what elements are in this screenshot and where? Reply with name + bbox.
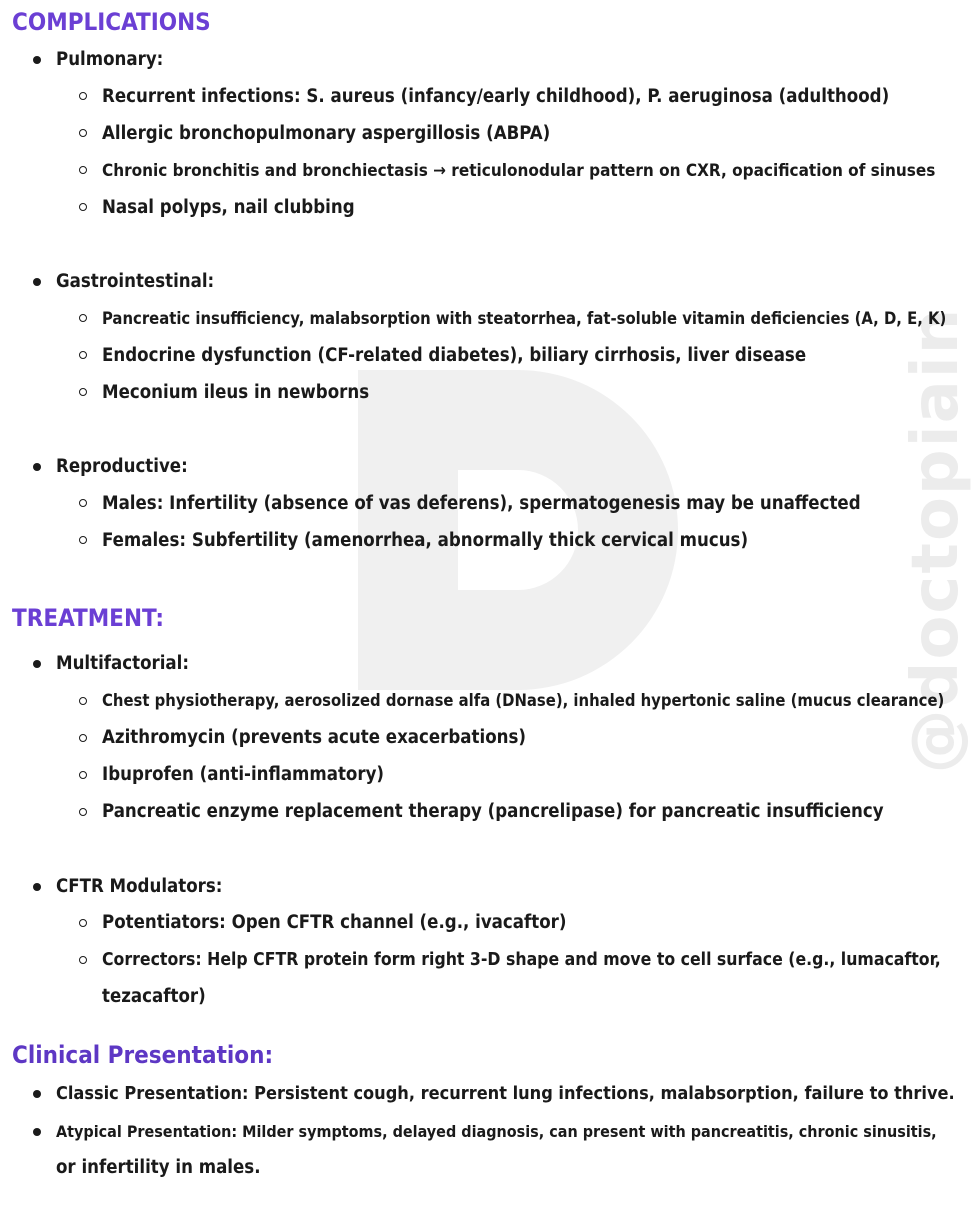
bullet-dot bbox=[33, 56, 41, 64]
list-item: Classic Presentation: Persistent cough, recurrent lung infections, malabsorption, failure to thrive. bbox=[56, 1083, 955, 1104]
reproductive-label: Reproductive: bbox=[56, 456, 188, 477]
list-item: Nasal polyps, nail clubbing bbox=[102, 197, 355, 218]
list-item: Recurrent infections: S. aureus (infancy/early childhood), P. aeruginosa (adulthood) bbox=[102, 86, 890, 107]
list-item: Atypical Presentation: Milder symptoms, delayed diagnosis, can present with pancreatitis, chronic sinusitis, bbox=[56, 1122, 937, 1141]
bullet-dot bbox=[33, 463, 41, 471]
list-item: Pancreatic insufficiency, malabsorption with steatorrhea, fat-soluble vitamin deficiencies (A, D, E, K) bbox=[102, 309, 947, 328]
treatment-heading: TREATMENT: bbox=[12, 604, 165, 632]
sub-bullet-ring bbox=[79, 129, 87, 137]
sub-bullet-ring bbox=[79, 808, 87, 816]
sub-bullet-ring bbox=[79, 536, 87, 544]
complications-heading: COMPLICATIONS bbox=[12, 8, 211, 36]
clinical-presentation-heading: Clinical Presentation: bbox=[12, 1041, 274, 1069]
bullet-dot bbox=[33, 1090, 41, 1098]
sub-bullet-ring bbox=[79, 388, 87, 396]
sub-bullet-ring bbox=[79, 697, 87, 705]
sub-bullet-ring bbox=[79, 314, 87, 322]
multifactorial-label: Multifactorial: bbox=[56, 653, 189, 674]
sub-bullet-ring bbox=[79, 734, 87, 742]
watermark-handle: @doctopiain bbox=[899, 306, 973, 774]
list-item: Meconium ileus in newborns bbox=[102, 382, 370, 403]
list-item: Females: Subfertility (amenorrhea, abnormally thick cervical mucus) bbox=[102, 530, 749, 551]
sub-bullet-ring bbox=[79, 166, 87, 174]
gastrointestinal-label: Gastrointestinal: bbox=[56, 271, 215, 292]
list-item-continuation: tezacaftor) bbox=[102, 986, 206, 1007]
sub-bullet-ring bbox=[79, 351, 87, 359]
list-item: Males: Infertility (absence of vas deferens), spermatogenesis may be unaffected bbox=[102, 493, 861, 514]
list-item: Potentiators: Open CFTR channel (e.g., ivacaftor) bbox=[102, 912, 567, 933]
list-item: Correctors: Help CFTR protein form right 3-D shape and move to cell surface (e.g., lumacaftor, bbox=[102, 950, 941, 970]
bullet-dot bbox=[33, 278, 41, 286]
list-item: Allergic bronchopulmonary aspergillosis (ABPA) bbox=[102, 123, 551, 144]
sub-bullet-ring bbox=[79, 771, 87, 779]
list-item-continuation: or infertility in males. bbox=[56, 1157, 261, 1178]
bullet-dot bbox=[33, 660, 41, 668]
list-item: Endocrine dysfunction (CF-related diabetes), biliary cirrhosis, liver disease bbox=[102, 345, 807, 366]
list-item: Azithromycin (prevents acute exacerbations) bbox=[102, 727, 527, 748]
pulmonary-label: Pulmonary: bbox=[56, 49, 164, 70]
sub-bullet-ring bbox=[79, 499, 87, 507]
sub-bullet-ring bbox=[79, 956, 87, 964]
sub-bullet-ring bbox=[79, 92, 87, 100]
bullet-dot bbox=[33, 1128, 41, 1136]
sub-bullet-ring bbox=[79, 203, 87, 211]
list-item: Chest physiotherapy, aerosolized dornase alfa (DNase), inhaled hypertonic saline (mucus clearance) bbox=[102, 691, 945, 710]
sub-bullet-ring bbox=[79, 919, 87, 927]
list-item: Pancreatic enzyme replacement therapy (pancrelipase) for pancreatic insufficiency bbox=[102, 801, 884, 822]
list-item: Ibuprofen (anti-inflammatory) bbox=[102, 764, 385, 785]
bullet-dot bbox=[33, 883, 41, 891]
cftr-modulators-label: CFTR Modulators: bbox=[56, 876, 223, 897]
list-item: Chronic bronchitis and bronchiectasis → reticulonodular pattern on CXR, opacification of sinuses bbox=[102, 161, 936, 181]
